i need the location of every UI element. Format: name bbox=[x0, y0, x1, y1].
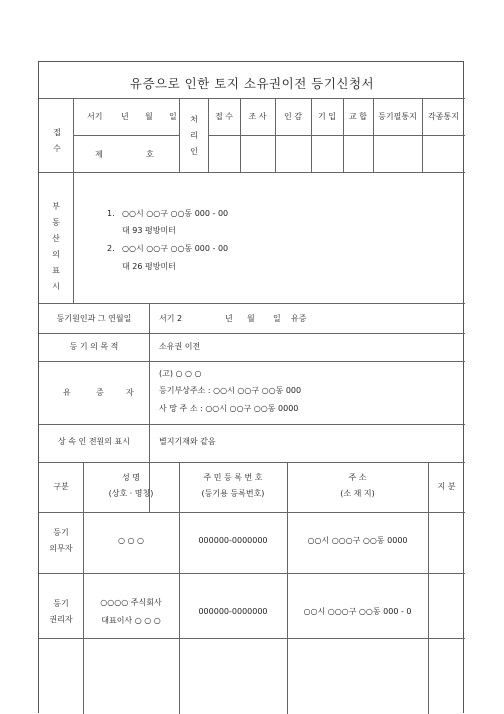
col-collate: 교 합 bbox=[349, 112, 367, 121]
divider bbox=[83, 462, 84, 714]
cause-label: 등기원인과 그 연월일 bbox=[56, 314, 132, 323]
date-era: 서기 bbox=[87, 112, 103, 121]
divider bbox=[39, 512, 465, 513]
date-month: 월 bbox=[145, 112, 153, 121]
header-category: 구분 bbox=[53, 482, 69, 491]
purpose-value: 소유권 이전 bbox=[159, 342, 201, 351]
divider bbox=[73, 172, 74, 303]
row2-name-2: 대표이사 ○ ○ ○ bbox=[101, 616, 161, 625]
header-share: 지 분 bbox=[437, 482, 456, 491]
testator-registered-address: 등기부상주소 : ○○시 ○○구 ○○동 000 bbox=[159, 386, 302, 395]
header-address: 주 소 bbox=[348, 473, 367, 482]
row1-category-1: 등기 bbox=[53, 528, 69, 537]
divider bbox=[179, 462, 180, 714]
testator-death-address: 사 망 주 소 : ○○시 ○○구 ○○동 0000 bbox=[159, 404, 299, 413]
header-name-sub: (상호 · 명칭) bbox=[108, 489, 154, 498]
divider bbox=[373, 98, 374, 172]
property-1-address: ○○시 ○○구 ○○동 000 - 00 bbox=[122, 209, 229, 218]
property-1-no: 1. bbox=[107, 209, 115, 218]
property-2-address: ○○시 ○○구 ○○동 000 - 00 bbox=[122, 244, 229, 253]
testator-label-1: 유 bbox=[63, 388, 71, 397]
row2-name-1: ○○○○ 주식회사 bbox=[100, 598, 162, 607]
divider bbox=[275, 98, 276, 172]
divider bbox=[179, 98, 180, 172]
date-day: 일 bbox=[169, 112, 177, 121]
receipt-no-prefix: 제 bbox=[95, 150, 103, 159]
testator-label-2: 증 bbox=[96, 388, 104, 397]
purpose-label: 등 기 의 목 적 bbox=[69, 342, 119, 351]
cause-era: 서기 2 bbox=[159, 314, 183, 323]
divider bbox=[208, 135, 465, 136]
receipt-no-suffix: 호 bbox=[146, 150, 154, 159]
divider bbox=[39, 462, 465, 463]
divider bbox=[39, 361, 465, 362]
row1-category-2: 의무자 bbox=[49, 544, 73, 553]
divider bbox=[39, 333, 465, 334]
testator-name: (고) ○ ○ ○ bbox=[159, 369, 202, 378]
row1-name: ○ ○ ○ bbox=[117, 536, 145, 545]
divider bbox=[422, 98, 423, 172]
header-address-sub: (소 재 지) bbox=[340, 489, 375, 498]
row2-category-2: 권리자 bbox=[49, 615, 73, 624]
col-completion-notice: 등기필통지 bbox=[378, 112, 417, 121]
divider bbox=[39, 172, 465, 173]
divider bbox=[428, 462, 429, 714]
registration-form bbox=[38, 61, 464, 713]
divider bbox=[39, 573, 465, 574]
cause-year: 년 bbox=[225, 314, 233, 323]
col-receipt: 접 수 bbox=[215, 112, 233, 121]
divider bbox=[39, 98, 465, 99]
testator-label-3: 자 bbox=[126, 388, 134, 397]
col-seal: 인 감 bbox=[284, 112, 302, 121]
heirs-value: 별지기재와 같음 bbox=[159, 437, 216, 446]
divider bbox=[343, 98, 344, 172]
col-entry: 기 입 bbox=[318, 112, 336, 121]
divider bbox=[39, 424, 465, 425]
form-title: 유증으로 인한 토지 소유권이전 등기신청서 bbox=[129, 76, 375, 91]
header-id: 주 민 등 록 번 호 bbox=[203, 473, 263, 482]
divider bbox=[39, 303, 465, 304]
property-2-no: 2. bbox=[107, 244, 115, 253]
divider bbox=[240, 98, 241, 172]
row1-id: 000000-0000000 bbox=[198, 536, 268, 545]
cause-type: 유증 bbox=[291, 314, 307, 323]
col-inspect: 조 사 bbox=[248, 112, 267, 121]
header-name: 성 명 bbox=[122, 473, 140, 482]
divider bbox=[39, 638, 465, 639]
row1-address: ○○시 ○○○구 ○○동 0000 bbox=[307, 536, 408, 545]
col-various-notice: 각종통지 bbox=[428, 112, 459, 121]
receipt-label: 접 수 bbox=[53, 128, 61, 153]
date-year: 년 bbox=[121, 112, 129, 121]
handler-label: 처 리 인 bbox=[190, 115, 198, 156]
divider bbox=[73, 135, 179, 136]
property-label: 부동산의표시 bbox=[52, 202, 60, 291]
row2-address: ○○시 ○○○구 ○○동 000 - 0 bbox=[303, 607, 412, 616]
property-2-detail: 대 26 평방미터 bbox=[122, 262, 176, 271]
property-1-detail: 대 93 평방미터 bbox=[122, 226, 176, 235]
cause-month: 월 bbox=[247, 314, 255, 323]
row2-id: 000000-0000000 bbox=[198, 607, 268, 616]
divider bbox=[311, 98, 312, 172]
cause-day: 일 bbox=[273, 314, 281, 323]
divider bbox=[287, 462, 288, 714]
heirs-label: 상 속 인 전원의 표시 bbox=[58, 437, 130, 446]
row2-category-1: 등기 bbox=[53, 599, 69, 608]
header-id-sub: (등기용 등록번호) bbox=[201, 489, 265, 498]
